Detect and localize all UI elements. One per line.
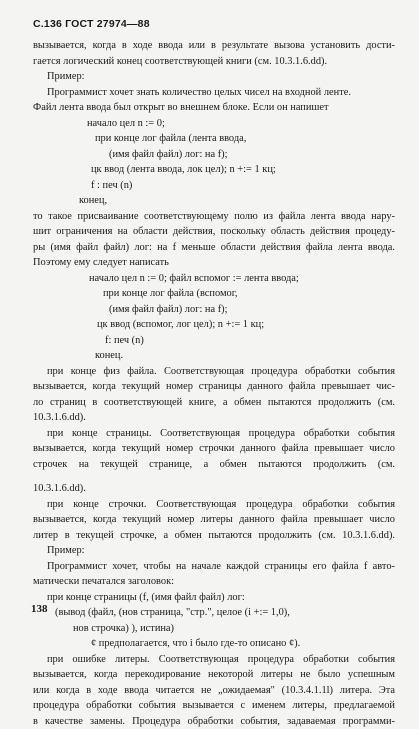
text-line: нов строчка) ), истина) bbox=[33, 621, 395, 637]
text-line: Программист хочет, чтобы на начале каждой страницы его файла f авто- bbox=[33, 559, 395, 575]
text-line: вызывается, когда в ходе ввода или в результате вызова установить дости- bbox=[33, 38, 395, 54]
text-line: вызывается, когда перекодирование некоторой литеры не было успешным bbox=[33, 667, 395, 683]
text-line: f : печ (n) bbox=[33, 178, 395, 194]
text-line: при ошибке литеры. Соответствующая процедура обработки события bbox=[33, 652, 395, 668]
text-line: конец. bbox=[33, 348, 395, 364]
text-line: 10.3.1.6.dd). bbox=[33, 481, 395, 497]
text-line: при конце страницы. Соответствующая процедура обработки события bbox=[33, 426, 395, 442]
text-line: (имя файл файл) лог: на f); bbox=[33, 302, 395, 318]
text-line: строчек на текущей странице, а обмен пытаются продолжить (см. bbox=[33, 457, 395, 473]
text-line: при конце строчки. Соответствующая процедура обработки события bbox=[33, 497, 395, 513]
text-line: начало цел n := 0; файл вспомог := лента ввода; bbox=[33, 271, 395, 287]
text-line: вызывается, когда текущий номер строчки данного файла превышает число bbox=[33, 441, 395, 457]
text-line: Пример: bbox=[33, 69, 395, 85]
text-line: при конце физ файла. Соответствующая процедура обработки события bbox=[33, 364, 395, 380]
text-line: шит ограничения на области действия, поскольку область действия процеду- bbox=[33, 224, 395, 240]
text-line: при конце лог файла (вспомог, bbox=[33, 286, 395, 302]
text-line: литер в текущей строчке, а обмен пытаются продолжить (см. 10.3.1.6.dd). bbox=[33, 528, 395, 544]
text-line: (вывод (файл, (нов страница, "стр.", целое (i +:= 1,0), bbox=[33, 605, 395, 621]
paragraph-gap bbox=[33, 472, 395, 481]
text-line: конец, bbox=[33, 193, 395, 209]
text-line: цк ввод (вспомог, лог цел); n +:= 1 кц; bbox=[33, 317, 395, 333]
text-line: то такое присваивание соответствующему полю из файла лента ввода нару- bbox=[33, 209, 395, 225]
text-line: при конце лог файла (лента ввода, bbox=[33, 131, 395, 147]
text-line: Поэтому ему следует написать bbox=[33, 255, 395, 271]
page-number: 138 bbox=[31, 603, 48, 615]
text-line: Файл лента ввода был открыт во внешнем блоке. Если он напишет bbox=[33, 100, 395, 116]
text-line: 10.3.1.6.dd). bbox=[33, 410, 395, 426]
text-line: гается логический конец соответствующей книги (см. 10.3.1.6.dd). bbox=[33, 54, 395, 70]
text-line: в качестве замены. Процедура обработки события, задаваемая программи- bbox=[33, 714, 395, 729]
text-line: ¢ предполагается, что i было где-то описано ¢). bbox=[33, 636, 395, 652]
text-line: Пример: bbox=[33, 543, 395, 559]
text-line: ры (имя файл файл) лог: на f меньше области действия файла лента ввода. bbox=[33, 240, 395, 256]
text-line: начало цел n := 0; bbox=[33, 116, 395, 132]
text-line: ло страниц в соответствующей книге, а обмен пытаются продолжить (см. bbox=[33, 395, 395, 411]
text-line: f: печ (n) bbox=[33, 333, 395, 349]
text-line: при конце страницы (f, (имя файл файл) лог: bbox=[33, 590, 395, 606]
text-line: вызывается, когда текущий номер литеры данного файла превышает число bbox=[33, 512, 395, 528]
page-header: С.136 ГОСТ 27974—88 bbox=[33, 18, 150, 30]
page-body bbox=[33, 38, 395, 729]
text-line: Программист хочет знать количество целых чисел на входной ленте. bbox=[33, 85, 395, 101]
text-line: (имя файл файл) лог: на f); bbox=[33, 147, 395, 163]
text-line: вызывается, когда текущий номер страницы данного файла превышает чис- bbox=[33, 379, 395, 395]
text-line: цк ввод (лента ввода, лок цел); n +:= 1 кц; bbox=[33, 162, 395, 178]
text-line: процедура обработки события вызывается с именем литеры, предлагаемой bbox=[33, 698, 395, 714]
text-line: или когда в ходе ввода читается не „ожидаемая" (10.3.4.1.1l) литера. Эта bbox=[33, 683, 395, 699]
text-line: матически печатался заголовок: bbox=[33, 574, 395, 590]
